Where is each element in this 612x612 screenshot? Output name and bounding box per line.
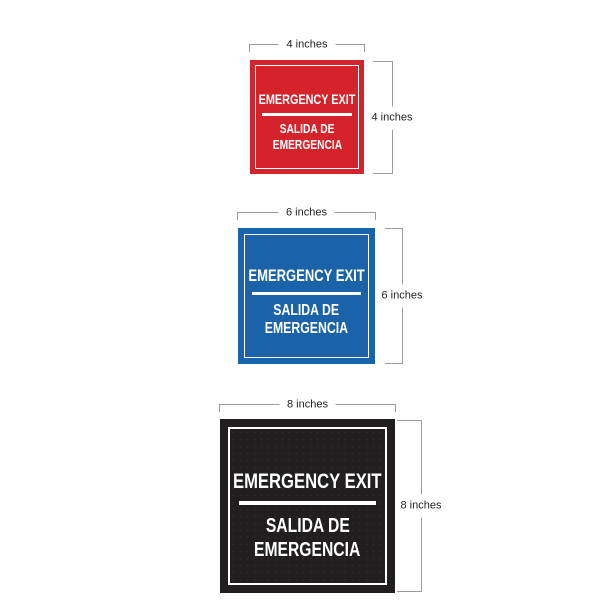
sign-text-spanish xyxy=(253,302,360,340)
height-label: 6 inches xyxy=(379,285,426,308)
emergency-exit-sign-black xyxy=(220,419,395,593)
sign-text-english xyxy=(228,468,388,493)
divider-line xyxy=(252,292,360,295)
width-label: 6 inches xyxy=(278,207,335,220)
sign-text-spanish-line1: SALIDA DE xyxy=(279,121,335,137)
sign-text-english xyxy=(244,265,369,285)
divider-line xyxy=(262,113,352,115)
sign-text-spanish xyxy=(239,514,375,562)
emergency-exit-sign-red xyxy=(250,60,364,174)
height-dimension-bracket xyxy=(371,61,413,174)
sign-text-english-label: EMERGENCY EXIT xyxy=(258,91,356,108)
sign-text-spanish xyxy=(263,121,352,152)
sign-text-english xyxy=(255,93,359,107)
sign-text-spanish-line1: SALIDA DE xyxy=(265,514,350,537)
sign-text-spanish-line2: EMERGENCIA xyxy=(254,538,361,561)
width-label: 4 inches xyxy=(279,39,336,52)
sign-inner-border xyxy=(244,234,369,358)
width-dimension-bracket xyxy=(237,206,376,220)
height-dimension-bracket xyxy=(397,420,442,592)
height-label: 4 inches xyxy=(369,106,416,129)
width-dimension-bracket xyxy=(249,38,365,52)
sign-text-spanish-line2: EMERGENCIA xyxy=(272,137,342,153)
sign-text-spanish-line1: SALIDA DE xyxy=(273,301,340,319)
height-dimension-bracket xyxy=(381,228,423,364)
width-label: 8 inches xyxy=(279,399,336,412)
sign-text-english-label: EMERGENCY EXIT xyxy=(248,265,365,285)
sign-text-spanish-line2: EMERGENCIA xyxy=(264,320,349,338)
sign-inner-border xyxy=(255,65,359,169)
sign-text-english-label: EMERGENCY EXIT xyxy=(233,468,382,493)
width-dimension-bracket xyxy=(219,398,396,412)
height-label: 8 inches xyxy=(398,495,445,518)
sign-inner-border xyxy=(228,427,388,586)
divider-line xyxy=(239,501,376,505)
emergency-exit-sign-blue xyxy=(238,228,375,364)
